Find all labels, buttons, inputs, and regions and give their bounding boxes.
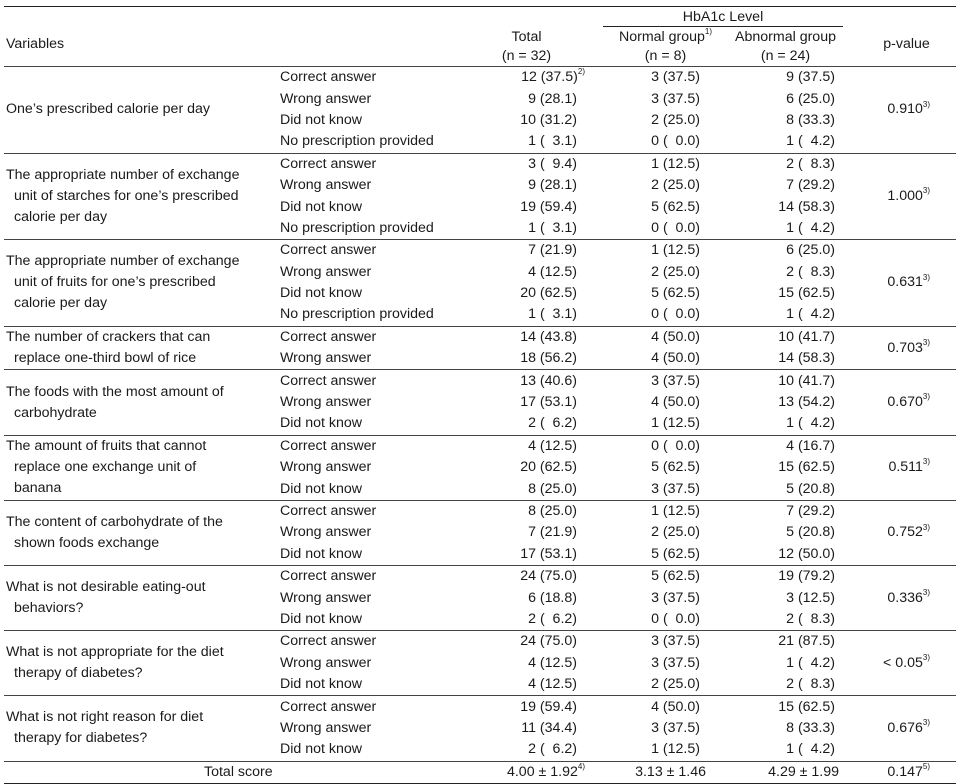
answer-label: Wrong answer: [280, 654, 372, 671]
table-row: [4, 240, 956, 262]
p-value-footnote: 3): [922, 718, 931, 728]
abnormal-cell: 9 (37.5): [728, 67, 857, 89]
variable-line: replace one exchange unit of: [14, 459, 197, 476]
variable-line: calorie per day: [14, 208, 108, 225]
variable-line: The content of carbohydrate of the: [6, 513, 223, 530]
table-row: [4, 435, 956, 457]
variable-line: What is not right reason for diet: [6, 709, 204, 726]
total-value: 14 (43.8): [520, 328, 577, 345]
abnormal-cell: 10 (41.7): [728, 370, 857, 392]
variable-line: behaviors?: [14, 600, 84, 617]
answer-label: Did not know: [280, 545, 363, 562]
abnormal-cell: 1 ( 4.2): [786, 415, 836, 432]
total-value: 2 ( 6.2): [528, 415, 577, 432]
total-value: 9 (28.1): [528, 177, 577, 194]
total-value: 24 (75.0): [520, 633, 577, 650]
variable-label: [4, 67, 280, 154]
total-score-p: [857, 761, 956, 783]
total-cell: [460, 544, 603, 566]
answer-label: Correct answer: [280, 631, 460, 653]
variable-line: The appropriate number of exchange: [6, 253, 240, 270]
total-value: 6 (18.8): [528, 589, 577, 606]
p-value-cell: [857, 435, 956, 500]
total-value: 1 ( 3.1): [528, 133, 577, 150]
abnormal-cell: 1 ( 4.2): [786, 654, 836, 671]
p-value-cell: [857, 696, 956, 761]
total-cell: [460, 88, 603, 109]
variable-line: shown foods exchange: [14, 534, 160, 551]
variable-line: What is not desirable eating-out: [6, 579, 206, 596]
variable-line: The number of crackers that can: [6, 329, 211, 346]
abnormal-cell: 13 (54.2): [778, 394, 836, 411]
abnormal-cell: 14 (58.3): [778, 350, 836, 367]
normal-cell: 0 ( 0.0): [651, 306, 700, 323]
total-value: 17 (53.1): [520, 394, 577, 411]
abnormal-cell: 4 (16.7): [728, 435, 857, 457]
answer-label: Correct answer: [280, 326, 460, 348]
p-value-cell: [857, 240, 956, 327]
total-value: 2 ( 6.2): [528, 741, 577, 758]
p-value-footnote: 3): [922, 186, 931, 196]
answer-label: Wrong answer: [280, 90, 372, 107]
answer-label: Did not know: [280, 285, 363, 302]
knowledge-table: [4, 6, 956, 784]
total-cell: [460, 565, 603, 587]
header-abnormal: Abnormal group: [735, 28, 836, 45]
answer-label: Correct answer: [280, 435, 460, 457]
abnormal-cell: 8 (33.3): [786, 111, 836, 128]
abnormal-cell: 2 ( 8.3): [786, 676, 836, 693]
total-cell: [460, 196, 603, 217]
answer-label: Correct answer: [280, 153, 460, 175]
answer-label: No prescription provided: [280, 219, 434, 236]
p-value: 0.676: [887, 719, 923, 736]
total-value: 9 (28.1): [528, 90, 577, 107]
normal-cell: 1 (12.5): [651, 415, 700, 432]
normal-cell: 0 ( 0.0): [651, 610, 700, 627]
normal-cell: 2 (25.0): [651, 524, 700, 541]
abnormal-cell: 12 (50.0): [778, 545, 836, 562]
normal-cell: 0 ( 0.0): [651, 133, 700, 150]
total-cell: [460, 304, 603, 326]
answer-label: Correct answer: [280, 565, 460, 587]
answer-label: Did not know: [280, 415, 363, 432]
total-cell: [460, 500, 603, 522]
header-normal-sup: 1): [704, 26, 713, 36]
total-cell: [460, 218, 603, 240]
answer-label: Wrong answer: [280, 459, 372, 476]
normal-cell: 5 (62.5): [651, 198, 700, 215]
variable-line: What is not appropriate for the diet: [6, 644, 224, 661]
abnormal-cell: 1 ( 4.2): [786, 219, 836, 236]
total-cell: [460, 413, 603, 435]
answer-label: Did not know: [280, 741, 363, 758]
variable-label: [4, 326, 280, 370]
normal-cell: 2 (25.0): [651, 177, 700, 194]
normal-cell: 3 (37.5): [603, 370, 728, 392]
total-score-total: [460, 761, 603, 783]
total-cell: [460, 67, 603, 89]
variable-label: [4, 240, 280, 327]
total-score-row: [4, 761, 956, 783]
total-cell: [460, 175, 603, 196]
total-footnote: 2): [577, 67, 585, 77]
answer-label: Wrong answer: [280, 524, 372, 541]
answer-label: Wrong answer: [280, 177, 372, 194]
total-score-normal: 3.13 ± 1.46: [603, 761, 728, 783]
variable-line: One’s prescribed calorie per day: [6, 101, 210, 118]
abnormal-cell: 6 (25.0): [728, 240, 857, 262]
variable-line: unit of starches for one’s prescribed: [14, 187, 239, 204]
abnormal-cell: 1 ( 4.2): [786, 133, 836, 150]
total-value: 19 (59.4): [520, 698, 577, 715]
answer-label: Did not know: [280, 610, 363, 627]
table-row: [4, 696, 956, 718]
total-cell: [460, 609, 603, 631]
normal-cell: 2 (25.0): [651, 676, 700, 693]
hba1c-label: HbA1c Level: [603, 8, 843, 27]
p-value-footnote: 3): [922, 392, 931, 402]
total-cell: [460, 392, 603, 413]
table-row: [4, 326, 956, 348]
total-score-total-sup: 4): [577, 761, 585, 771]
total-cell: [460, 631, 603, 653]
total-cell: [460, 718, 603, 739]
p-value-footnote: 3): [922, 272, 931, 282]
table-row: [4, 370, 956, 392]
total-value: 20 (62.5): [520, 285, 577, 302]
p-value: < 0.05: [883, 654, 923, 671]
p-value: 0.703: [887, 339, 923, 356]
abnormal-cell: 7 (29.2): [786, 177, 836, 194]
table-row: [4, 565, 956, 587]
p-value: 0.336: [887, 589, 923, 606]
normal-cell: 5 (62.5): [603, 565, 728, 587]
p-value: 0.752: [887, 524, 923, 541]
header-normal-n: (n = 8): [644, 48, 687, 64]
total-cell: [460, 262, 603, 283]
header-variables: Variables: [6, 36, 65, 52]
abnormal-cell: 14 (58.3): [778, 198, 836, 215]
abnormal-cell: 2 ( 8.3): [786, 263, 836, 280]
total-value: 17 (53.1): [520, 545, 577, 562]
total-cell: [460, 131, 603, 153]
normal-cell: 5 (62.5): [651, 285, 700, 302]
p-value: 0.670: [887, 394, 923, 411]
p-value-footnote: 3): [922, 653, 931, 662]
total-score-abnormal: 4.29 ± 1.99: [728, 761, 857, 783]
header-normal-label: Normal group: [618, 28, 705, 45]
answer-label: Correct answer: [280, 240, 460, 262]
answer-label: No prescription provided: [280, 133, 434, 150]
total-value: 11 (34.4): [521, 719, 577, 736]
total-value: 19 (59.4): [520, 198, 577, 215]
total-value: 24 (75.0): [520, 568, 577, 585]
variable-line: calorie per day: [14, 295, 108, 312]
normal-cell: 0 ( 0.0): [651, 219, 700, 236]
total-cell: [460, 283, 603, 304]
p-value: 0.910: [887, 101, 923, 118]
answer-label: Did not know: [280, 480, 363, 497]
total-cell: [460, 110, 603, 131]
total-value: 7 (21.9): [528, 524, 577, 541]
p-value-cell: [857, 370, 956, 435]
total-cell: [460, 153, 603, 175]
variable-line: therapy of diabetes?: [14, 665, 143, 682]
abnormal-cell: 5 (20.8): [786, 524, 836, 541]
answer-label: No prescription provided: [280, 306, 434, 323]
total-cell: [460, 522, 603, 543]
normal-cell: 0 ( 0.0): [603, 435, 728, 457]
abnormal-cell: 15 (62.5): [728, 696, 857, 718]
abnormal-cell: 6 (25.0): [786, 90, 836, 107]
abnormal-cell: 5 (20.8): [786, 480, 836, 497]
header-pvalue: p-value: [883, 36, 930, 52]
total-cell: [460, 240, 603, 262]
variable-label: [4, 565, 280, 630]
variable-line: therapy for diabetes?: [14, 730, 148, 747]
total-cell: [460, 653, 603, 674]
total-cell: [460, 478, 603, 500]
total-cell: [460, 739, 603, 761]
variable-line: The foods with the most amount of: [6, 383, 224, 400]
answer-label: Correct answer: [280, 67, 460, 89]
normal-cell: 3 (37.5): [603, 631, 728, 653]
normal-cell: 3 (37.5): [651, 589, 700, 606]
normal-cell: 5 (62.5): [651, 545, 700, 562]
answer-label: Wrong answer: [280, 394, 372, 411]
header-abnormal-n: (n = 24): [760, 48, 811, 64]
total-value: 4 (12.5): [528, 654, 577, 671]
abnormal-cell: 7 (29.2): [728, 500, 857, 522]
normal-cell: 3 (37.5): [651, 480, 700, 497]
normal-cell: 1 (12.5): [603, 500, 728, 522]
total-value: 18 (56.2): [520, 350, 577, 367]
variable-label: [4, 500, 280, 565]
abnormal-cell: 3 (12.5): [786, 589, 836, 606]
table-row: [4, 67, 956, 89]
p-value-footnote: 3): [922, 457, 931, 467]
abnormal-cell: 10 (41.7): [728, 326, 857, 348]
abnormal-cell: 21 (87.5): [728, 631, 857, 653]
total-value: 12 (37.5): [521, 69, 578, 86]
normal-cell: 4 (50.0): [603, 696, 728, 718]
normal-cell: 5 (62.5): [651, 459, 700, 476]
total-value: 4 (12.5): [528, 676, 577, 693]
p-value-cell: [857, 565, 956, 630]
p-value-cell: [857, 326, 956, 370]
total-value: 8 (25.0): [528, 503, 577, 519]
total-cell: [460, 457, 603, 478]
p-value: 0.511: [888, 459, 923, 476]
p-value-cell: [857, 631, 956, 696]
answer-label: Correct answer: [280, 370, 460, 392]
total-value: 4 (12.5): [528, 263, 577, 280]
variable-label: [4, 435, 280, 500]
answer-label: Wrong answer: [280, 719, 372, 736]
variable-line: replace one-third bowl of rice: [14, 350, 197, 367]
header-total: Total: [511, 28, 542, 45]
abnormal-cell: 2 ( 8.3): [786, 610, 836, 627]
answer-label: Wrong answer: [280, 350, 372, 367]
normal-cell: 1 (12.5): [603, 153, 728, 175]
total-cell: [460, 435, 603, 457]
abnormal-cell: 15 (62.5): [778, 459, 836, 476]
p-value-footnote: 3): [922, 522, 931, 532]
total-value: 20 (62.5): [520, 459, 577, 476]
total-cell: [460, 326, 603, 348]
header-normal: [603, 27, 728, 46]
abnormal-cell: 15 (62.5): [778, 285, 836, 302]
table-row: [4, 500, 956, 522]
answer-label: Wrong answer: [280, 263, 372, 280]
header-total-n: (n = 32): [501, 48, 552, 64]
variable-line: unit of fruits for one’s prescribed: [14, 274, 216, 291]
total-score-p-sup: 5): [922, 761, 931, 771]
variable-label: [4, 153, 280, 240]
answer-label: Wrong answer: [280, 589, 372, 606]
answer-label: Correct answer: [280, 500, 460, 522]
p-value: 0.631: [887, 274, 923, 291]
normal-cell: 4 (50.0): [651, 350, 700, 367]
normal-cell: 3 (37.5): [651, 654, 700, 671]
total-cell: [460, 696, 603, 718]
p-value: 1.000: [887, 187, 923, 204]
answer-label: Correct answer: [280, 696, 460, 718]
abnormal-cell: 19 (79.2): [728, 565, 857, 587]
total-value: 4 (12.5): [528, 437, 577, 454]
variable-label: [4, 696, 280, 761]
answer-label: Did not know: [280, 198, 363, 215]
p-value-footnote: 3): [922, 337, 931, 347]
variable-line: The appropriate number of exchange: [6, 166, 240, 183]
normal-cell: 2 (25.0): [651, 263, 700, 280]
variable-label: [4, 631, 280, 696]
normal-cell: 3 (37.5): [651, 90, 700, 107]
abnormal-cell: 1 ( 4.2): [786, 741, 836, 758]
total-cell: [460, 674, 603, 696]
normal-cell: 1 (12.5): [651, 741, 700, 758]
answer-label: Did not know: [280, 111, 363, 128]
header-hba1c: [603, 7, 857, 28]
abnormal-cell: 8 (33.3): [786, 719, 836, 736]
total-value: 10 (31.2): [520, 111, 577, 128]
total-cell: [460, 348, 603, 370]
p-value-footnote: 3): [922, 99, 931, 109]
normal-cell: 4 (50.0): [603, 326, 728, 348]
p-value-cell: [857, 500, 956, 565]
total-value: 7 (21.9): [528, 242, 577, 259]
normal-cell: 3 (37.5): [651, 719, 700, 736]
normal-cell: 3 (37.5): [603, 67, 728, 89]
abnormal-cell: 2 ( 8.3): [728, 153, 857, 175]
table-row: [4, 631, 956, 653]
total-value: 3 ( 9.4): [528, 155, 577, 172]
total-value: 1 ( 3.1): [528, 306, 577, 323]
total-score-total-value: 4.00 ± 1.92: [506, 763, 578, 780]
normal-cell: 1 (12.5): [603, 240, 728, 262]
total-score-label: Total score: [4, 761, 460, 783]
total-score-p-value: 0.147: [887, 763, 923, 780]
abnormal-cell: 1 ( 4.2): [786, 306, 836, 323]
p-value-cell: [857, 153, 956, 240]
p-value-footnote: 3): [922, 587, 931, 597]
table-row: [4, 153, 956, 175]
variable-label: [4, 370, 280, 435]
total-value: 2 ( 6.2): [528, 610, 577, 627]
variable-line: banana: [14, 480, 62, 497]
total-value: 13 (40.6): [520, 372, 577, 389]
normal-cell: 4 (50.0): [651, 394, 700, 411]
total-cell: [460, 370, 603, 392]
answer-label: Did not know: [280, 676, 363, 693]
total-value: 8 (25.0): [528, 480, 577, 497]
variable-line: The amount of fruits that cannot: [6, 438, 207, 455]
total-value: 1 ( 3.1): [528, 219, 577, 236]
variable-line: carbohydrate: [14, 404, 97, 421]
total-cell: [460, 587, 603, 608]
p-value-cell: [857, 67, 956, 154]
normal-cell: 2 (25.0): [651, 111, 700, 128]
